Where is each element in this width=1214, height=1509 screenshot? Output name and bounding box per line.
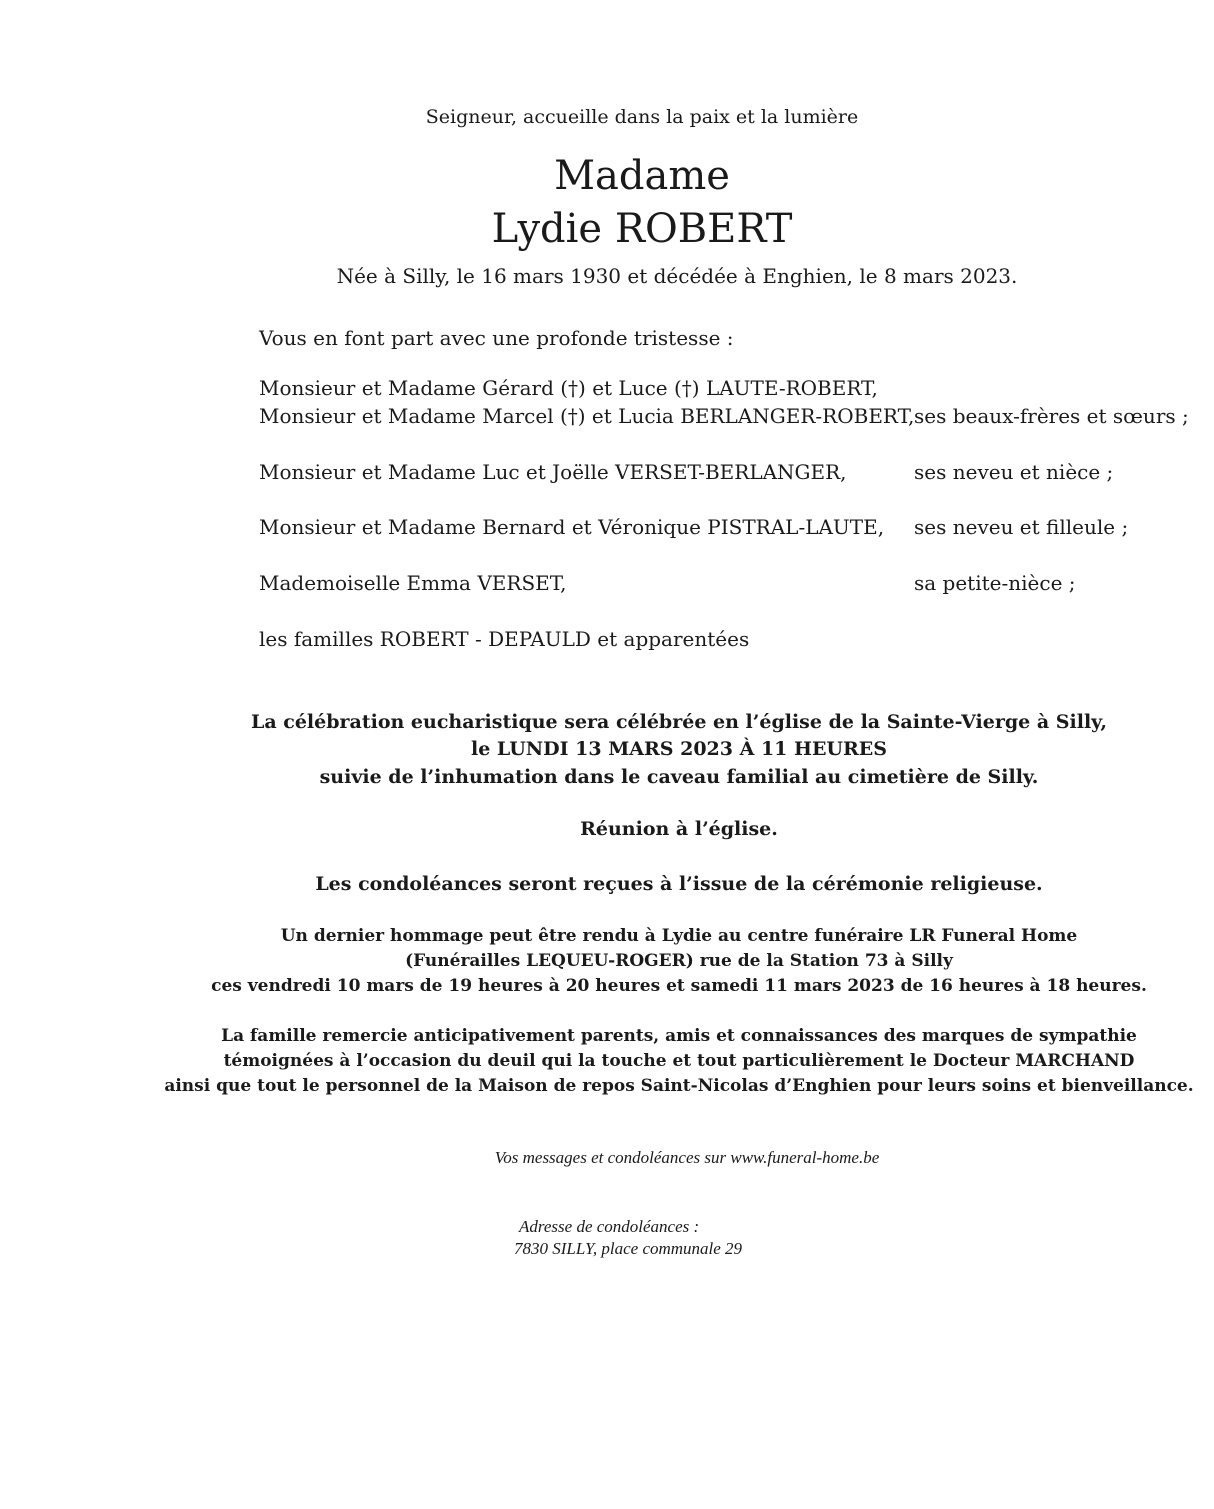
ceremony-line: La célébration eucharistique sera célébrée en l’église de la Sainte-Vierge à Silly, — [250, 711, 1107, 733]
family-relation: ses neveu et filleule ; — [914, 515, 1129, 539]
family-line: Mademoiselle Emma VERSET, — [259, 571, 567, 595]
condolence-address: 7830 SILLY, place communale 29 — [514, 1239, 743, 1258]
title-honorific: Madame — [554, 153, 730, 199]
thanks-line: témoignées à l’occasion du deuil qui la touche et tout particulièrement le Docteur MARCHAND — [223, 1051, 1135, 1071]
meeting-note: Réunion à l’église. — [580, 818, 778, 840]
ceremony-date: le LUNDI 13 MARS 2023 À 11 HEURES — [470, 738, 887, 760]
website-note: Vos messages et condoléances sur www.funeral-home.be — [494, 1148, 880, 1167]
deceased-name: Lydie ROBERT — [491, 206, 793, 252]
family-line: Monsieur et Madame Gérard (†) et Luce (†) LAUTE-ROBERT, — [259, 376, 878, 400]
family-line: Monsieur et Madame Bernard et Véronique PISTRAL-LAUTE, — [259, 515, 885, 539]
family-relation: ses neveu et nièce ; — [914, 460, 1114, 484]
ceremony-line: suivie de l’inhumation dans le caveau familial au cimetière de Silly. — [319, 766, 1039, 788]
family-line: Monsieur et Madame Luc et Joëlle VERSET-BERLANGER, — [259, 460, 847, 484]
family-line: les familles ROBERT - DEPAULD et apparentées — [259, 627, 750, 651]
condolences-note: Les condoléances seront reçues à l’issue de la cérémonie religieuse. — [315, 873, 1043, 895]
address-label: Adresse de condoléances : — [519, 1217, 700, 1236]
tribute-line: (Funérailles LEQUEU-ROGER) rue de la Station 73 à Silly — [405, 951, 953, 971]
family-relation: ses beaux-frères et sœurs ; — [914, 404, 1189, 428]
invocation: Seigneur, accueille dans la paix et la lumière — [425, 106, 859, 128]
thanks-line: La famille remercie anticipativement parents, amis et connaissances des marques de sympathie — [221, 1026, 1137, 1046]
birth-death-dates: Née à Silly, le 16 mars 1930 et décédée à Enghien, le 8 mars 2023. — [336, 264, 1018, 288]
tribute-line: Un dernier hommage peut être rendu à Lydie au centre funéraire LR Funeral Home — [280, 926, 1078, 946]
thanks-line: ainsi que tout le personnel de la Maison de repos Saint-Nicolas d’Enghien pour leurs soins et bienveillance. — [164, 1076, 1194, 1096]
family-relation: sa petite-nièce ; — [914, 571, 1076, 595]
family-line: Monsieur et Madame Marcel (†) et Lucia BERLANGER-ROBERT, — [259, 404, 915, 428]
tribute-line: ces vendredi 10 mars de 19 heures à 20 heures et samedi 11 mars 2023 de 16 heures à 18 heures. — [211, 976, 1147, 996]
announcement-intro: Vous en font part avec une profonde tristesse : — [259, 326, 734, 350]
